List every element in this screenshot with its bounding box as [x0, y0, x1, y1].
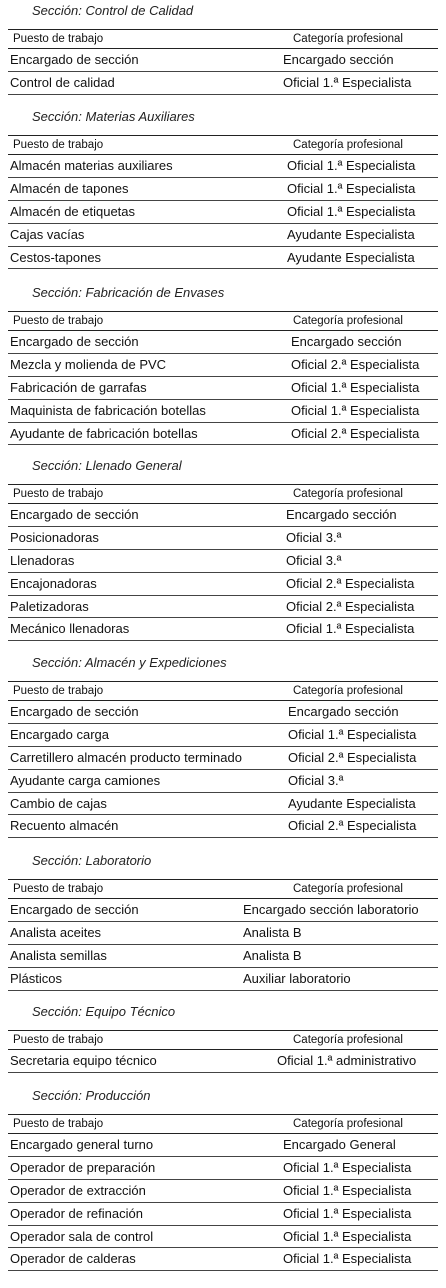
section-title: Sección: Fabricación de Envases — [32, 285, 225, 300]
table-row — [8, 899, 438, 922]
cell-puesto: Encargado de sección — [10, 704, 139, 719]
table-row — [8, 49, 438, 72]
table-row — [8, 793, 438, 816]
cell-categoria: Oficial 3.ª — [286, 529, 342, 545]
cell-puesto: Cambio de cajas — [10, 795, 107, 811]
cell-categoria: Oficial 1.ª Especialista — [287, 203, 416, 219]
cell-puesto: Mecánico llenadoras — [10, 621, 130, 637]
cell-categoria: Ayudante Especialista — [287, 226, 415, 242]
cell-categoria: Oficial 1.ª Especialista — [283, 1228, 412, 1244]
cell-puesto: Cajas vacías — [10, 226, 85, 242]
cell-categoria: Oficial 1.ª Especialista — [283, 1205, 412, 1221]
cell-puesto: Operador de preparación — [10, 1159, 156, 1175]
header-categoria: Categoría profesional — [293, 488, 403, 500]
header-puesto: Puesto de trabajo — [13, 1034, 104, 1046]
cell-categoria: Oficial 1.ª Especialista — [287, 158, 416, 173]
header-puesto: Puesto de trabajo — [13, 139, 104, 151]
cell-categoria: Oficial 1.ª Especialista — [291, 379, 420, 395]
table-row — [8, 1157, 438, 1180]
cell-puesto: Operador de refinación — [10, 1205, 143, 1221]
table-row — [8, 155, 438, 178]
cell-categoria: Encargado sección — [283, 52, 394, 67]
table-header — [8, 879, 438, 899]
cell-puesto: Posicionadoras — [10, 529, 99, 545]
table-row — [8, 573, 438, 596]
section-table — [8, 879, 438, 991]
cell-categoria: Oficial 1.ª Especialista — [286, 621, 415, 637]
header-categoria: Categoría profesional — [293, 33, 403, 45]
cell-categoria: Oficial 2.ª Especialista — [291, 425, 420, 441]
table-row — [8, 1180, 438, 1203]
table-row — [8, 201, 438, 224]
table-row — [8, 596, 438, 619]
cell-categoria: Encargado sección laboratorio — [243, 902, 419, 917]
table-row — [8, 354, 438, 377]
cell-categoria: Oficial 1.ª Especialista — [283, 1182, 412, 1198]
section — [0, 654, 446, 838]
cell-puesto: Encargado de sección — [10, 52, 139, 67]
section-table — [8, 311, 438, 445]
header-categoria: Categoría profesional — [293, 1118, 403, 1130]
cell-puesto: Maquinista de fabricación botellas — [10, 402, 206, 418]
section-table — [8, 29, 438, 95]
table-row — [8, 922, 438, 945]
cell-puesto: Recuento almacén — [10, 818, 119, 834]
cell-puesto: Almacén de etiquetas — [10, 203, 136, 219]
cell-categoria: Oficial 1.ª Especialista — [283, 74, 412, 90]
table-header — [8, 311, 438, 331]
table-row — [8, 1226, 438, 1249]
cell-categoria: Analista B — [243, 947, 302, 963]
header-puesto: Puesto de trabajo — [13, 1118, 104, 1130]
table-row — [8, 1050, 438, 1073]
cell-categoria: Auxiliar laboratorio — [243, 970, 351, 986]
cell-categoria: Oficial 1.ª Especialista — [283, 1159, 412, 1175]
cell-categoria: Encargado sección — [288, 704, 399, 719]
cell-puesto: Control de calidad — [10, 74, 115, 90]
section-table — [8, 135, 438, 269]
header-puesto: Puesto de trabajo — [13, 33, 104, 45]
cell-puesto: Llenadoras — [10, 552, 75, 568]
table-row — [8, 377, 438, 400]
header-categoria: Categoría profesional — [293, 883, 403, 895]
table-row — [8, 770, 438, 793]
table-row — [8, 527, 438, 550]
section — [0, 284, 446, 445]
table-row — [8, 178, 438, 201]
cell-categoria: Oficial 2.ª Especialista — [286, 598, 415, 614]
cell-categoria: Oficial 2.ª Especialista — [286, 575, 415, 591]
cell-categoria: Analista B — [243, 924, 302, 940]
table-row — [8, 247, 438, 270]
section-table — [8, 681, 438, 838]
cell-puesto: Encargado de sección — [10, 507, 139, 522]
cell-puesto: Operador sala de control — [10, 1228, 154, 1244]
cell-puesto: Almacén materias auxiliares — [10, 158, 173, 173]
table-header — [8, 484, 438, 504]
section-title: Sección: Materias Auxiliares — [32, 109, 195, 124]
cell-categoria: Encargado sección — [286, 507, 397, 522]
cell-categoria: Oficial 2.ª Especialista — [288, 818, 417, 834]
cell-categoria: Ayudante Especialista — [287, 249, 415, 265]
section — [0, 1087, 446, 1271]
table-header — [8, 1114, 438, 1134]
table-row — [8, 747, 438, 770]
cell-puesto: Encargado general turno — [10, 1137, 154, 1152]
header-puesto: Puesto de trabajo — [13, 488, 104, 500]
section-table — [8, 1030, 438, 1073]
cell-categoria: Oficial 2.ª Especialista — [288, 749, 417, 765]
cell-puesto: Operador de extracción — [10, 1182, 146, 1198]
table-row — [8, 331, 438, 354]
cell-categoria: Ayudante Especialista — [288, 795, 416, 811]
cell-puesto: Operador de calderas — [10, 1251, 136, 1267]
table-row — [8, 815, 438, 838]
table-row — [8, 1203, 438, 1226]
cell-categoria: Oficial 1.ª Especialista — [288, 726, 417, 742]
cell-puesto: Plásticos — [10, 970, 63, 986]
section-title: Sección: Equipo Técnico — [32, 1004, 176, 1019]
section-title: Sección: Almacén y Expediciones — [32, 655, 227, 670]
table-row — [8, 224, 438, 247]
cell-puesto: Almacén de tapones — [10, 180, 129, 196]
section — [0, 457, 446, 641]
cell-puesto: Encargado de sección — [10, 902, 139, 917]
header-puesto: Puesto de trabajo — [13, 685, 104, 697]
header-categoria: Categoría profesional — [293, 1034, 403, 1046]
table-row — [8, 504, 438, 527]
table-row — [8, 618, 438, 641]
section-title: Sección: Llenado General — [32, 458, 182, 473]
table-row — [8, 423, 438, 446]
section-table — [8, 484, 438, 641]
header-puesto: Puesto de trabajo — [13, 315, 104, 327]
cell-puesto: Fabricación de garrafas — [10, 379, 147, 395]
table-row — [8, 1248, 438, 1271]
section-title: Sección: Control de Calidad — [32, 3, 194, 18]
table-row — [8, 945, 438, 968]
table-row — [8, 550, 438, 573]
table-row — [8, 72, 438, 95]
cell-puesto: Encargado carga — [10, 726, 110, 742]
table-row — [8, 701, 438, 724]
table-row — [8, 724, 438, 747]
table-header — [8, 29, 438, 49]
table-row — [8, 1134, 438, 1157]
cell-puesto: Analista semillas — [10, 947, 107, 963]
cell-puesto: Encargado de sección — [10, 334, 139, 349]
cell-puesto: Encajonadoras — [10, 575, 97, 591]
cell-categoria: Encargado sección — [291, 334, 402, 349]
cell-puesto: Cestos-tapones — [10, 249, 102, 265]
cell-puesto: Mezcla y molienda de PVC — [10, 356, 167, 372]
header-categoria: Categoría profesional — [293, 685, 403, 697]
cell-puesto: Carretillero almacén producto terminado — [10, 749, 242, 765]
section — [0, 1003, 446, 1073]
cell-categoria: Oficial 2.ª Especialista — [291, 356, 420, 372]
cell-puesto: Ayudante carga camiones — [10, 772, 161, 788]
table-header — [8, 681, 438, 701]
cell-categoria: Encargado General — [283, 1137, 396, 1152]
cell-categoria: Oficial 3.ª — [286, 552, 342, 568]
cell-puesto: Analista aceites — [10, 924, 102, 940]
table-row — [8, 968, 438, 991]
header-categoria: Categoría profesional — [293, 315, 403, 327]
header-puesto: Puesto de trabajo — [13, 883, 104, 895]
section — [0, 108, 446, 269]
cell-categoria: Oficial 1.ª administrativo — [277, 1053, 417, 1068]
table-row — [8, 400, 438, 423]
section — [0, 2, 446, 95]
section-table — [8, 1114, 438, 1271]
section — [0, 852, 446, 991]
table-header — [8, 135, 438, 155]
header-categoria: Categoría profesional — [293, 139, 403, 151]
cell-puesto: Paletizadoras — [10, 598, 89, 614]
cell-categoria: Oficial 1.ª Especialista — [291, 402, 420, 418]
cell-categoria: Oficial 1.ª Especialista — [287, 180, 416, 196]
table-header — [8, 1030, 438, 1050]
cell-categoria: Oficial 3.ª — [288, 772, 344, 788]
cell-categoria: Oficial 1.ª Especialista — [283, 1251, 412, 1267]
cell-puesto: Secretaria equipo técnico — [10, 1053, 157, 1068]
section-title: Sección: Producción — [32, 1088, 151, 1103]
cell-puesto: Ayudante de fabricación botellas — [10, 425, 198, 441]
section-title: Sección: Laboratorio — [32, 853, 152, 868]
